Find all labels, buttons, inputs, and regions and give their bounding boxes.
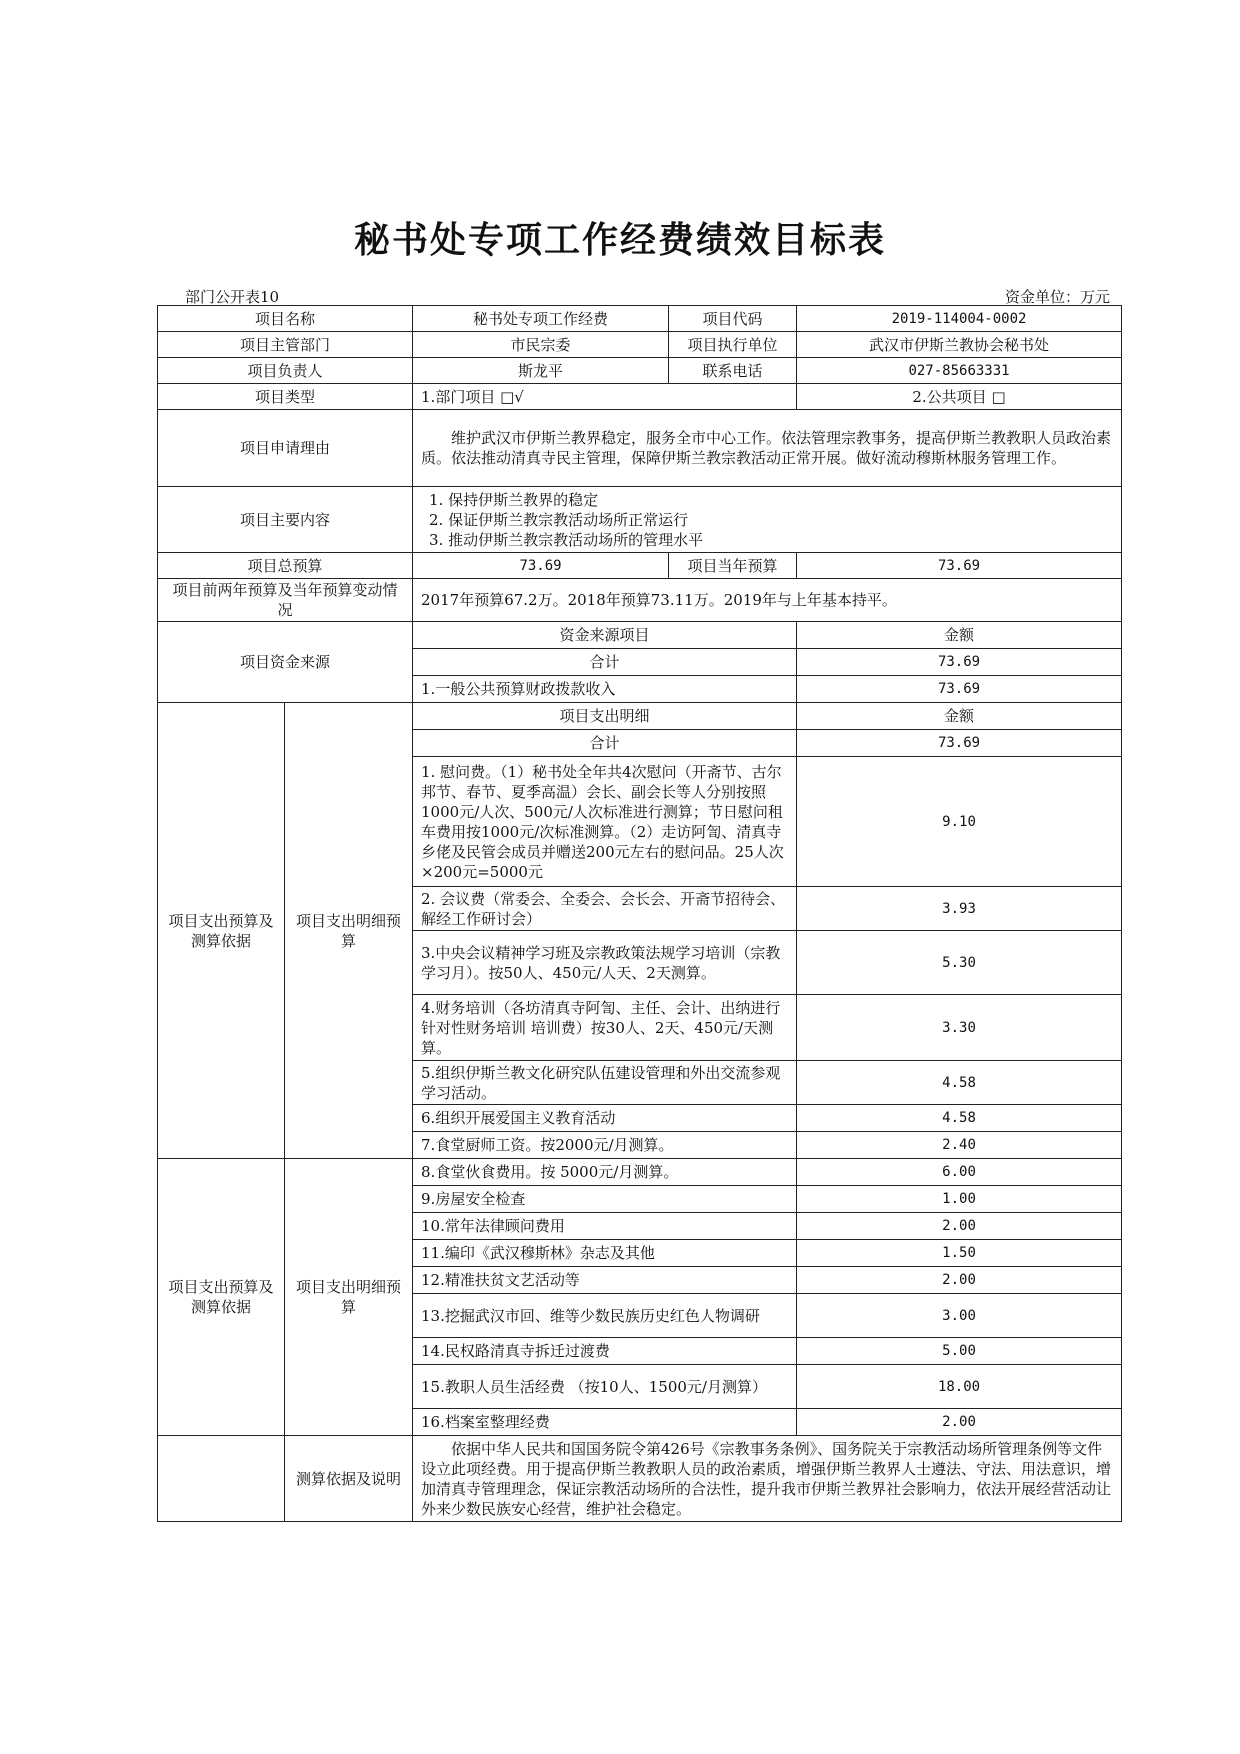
leader-label: 项目负责人 [158,358,413,384]
expense-item-text: 7.食堂厨师工资。按2000元/月测算。 [413,1132,797,1159]
expense-item-text: 12.精准扶贫文艺活动等 [413,1267,797,1294]
funding-sum-label: 合计 [413,649,797,676]
expense-item-text: 13.挖掘武汉市回、维等少数民族历史红色人物调研 [413,1294,797,1338]
expense-item-amount: 2.00 [797,1267,1122,1294]
expense-sum-label: 合计 [413,730,797,757]
leader-value: 斯龙平 [413,358,669,384]
total-budget-label: 项目总预算 [158,553,413,579]
reason-label: 项目申请理由 [158,410,413,487]
expense-item-text: 11.编印《武汉穆斯林》杂志及其他 [413,1240,797,1267]
basis-empty-cell [158,1436,285,1522]
dept-value: 市民宗委 [413,332,669,358]
expense-item-text: 16.档案室整理经费 [413,1409,797,1436]
expense-detail-col-header: 项目支出明细 [413,703,797,730]
phone-value: 027-85663331 [797,358,1122,384]
expense-item-text: 5.组织伊斯兰教文化研究队伍建设管理和外出交流参观学习活动。 [413,1061,797,1105]
project-name-value: 秘书处专项工作经费 [413,306,669,332]
funding-row-label: 1.一般公共预算财政拨款收入 [413,676,797,703]
content-item: 3. 推动伊斯兰教宗教活动场所的管理水平 [429,530,704,549]
content-list [413,487,1122,553]
expense-item-amount: 6.00 [797,1159,1122,1186]
expense-sum-value: 73.69 [797,730,1122,757]
performance-target-table [157,305,1122,1522]
expense-item-amount: 3.93 [797,887,1122,931]
expense-item-text: 4.财务培训（各坊清真寺阿訇、主任、会计、出纳进行针对性财务培训 培训费）按30人、2天、450元/天测算。 [413,995,797,1061]
funding-source-label: 项目资金来源 [158,622,413,703]
current-budget-label: 项目当年预算 [669,553,797,579]
expense-amount-col-header: 金额 [797,703,1122,730]
expense-item-amount: 1.50 [797,1240,1122,1267]
expense-item-amount: 3.30 [797,995,1122,1061]
expense-item-amount: 4.58 [797,1061,1122,1105]
content-item: 1. 保持伊斯兰教界的稳定 [429,490,599,509]
content-label: 项目主要内容 [158,487,413,553]
expense-group-label: 项目支出预算及测算依据 [158,1159,285,1436]
page-title: 秘书处专项工作经费绩效目标表 [353,220,886,261]
expense-item-amount: 9.10 [797,757,1122,887]
budget-change-text: 2017年预算67.2万。2018年预算73.11万。2019年与上年基本持平。 [413,579,1122,622]
funding-row-value: 73.69 [797,676,1122,703]
exec-unit-label: 项目执行单位 [669,332,797,358]
expense-item-text: 8.食堂伙食费用。按 5000元/月测算。 [413,1159,797,1186]
funding-amount-col-header: 金额 [797,622,1122,649]
content-item: 2. 保证伊斯兰教宗教活动场所正常运行 [429,510,689,529]
expense-item-amount: 2.40 [797,1132,1122,1159]
expense-item-text: 2. 会议费（常委会、全委会、会长会、开斋节招待会、解经工作研讨会） [413,887,797,931]
expense-item-text: 10.常年法律顾问费用 [413,1213,797,1240]
expense-item-amount: 2.00 [797,1409,1122,1436]
expense-item-amount: 4.58 [797,1105,1122,1132]
project-type-label: 项目类型 [158,384,413,410]
project-name-label: 项目名称 [158,306,413,332]
basis-text: 依据中华人民共和国国务院令第426号《宗教事务条例》、国务院关于宗教活动场所管理条例等文件设立此项经费。用于提高伊斯兰教教职人员的政治素质，增强伊斯兰教界人士遵法、守法、用法意识，增加清真寺管理理念，保证宗教活动场所的合法性，提升我市伊斯兰教界社会影响力，依法开展经营活动让外来少数民族安心经营，维护社会稳定。 [413,1436,1122,1522]
expense-item-text: 14.民权路清真寺拆迁过渡费 [413,1338,797,1365]
expense-item-text: 15.教职人员生活经费 （按10人、1500元/月测算） [413,1365,797,1409]
budget-change-label: 项目前两年预算及当年预算变动情况 [158,579,413,622]
expense-item-amount: 3.00 [797,1294,1122,1338]
phone-label: 联系电话 [669,358,797,384]
expense-item-amount: 5.30 [797,931,1122,995]
expense-item-amount: 5.00 [797,1338,1122,1365]
expense-group-label: 项目支出预算及测算依据 [158,703,285,1159]
expense-detail-label: 项目支出明细预算 [285,703,413,1159]
expense-item-text: 9.房屋安全检查 [413,1186,797,1213]
current-budget-value: 73.69 [797,553,1122,579]
project-code-label: 项目代码 [669,306,797,332]
expense-item-amount: 1.00 [797,1186,1122,1213]
basis-label: 测算依据及说明 [285,1436,413,1522]
expense-item-text: 6.组织开展爱国主义教育活动 [413,1105,797,1132]
expense-item-amount: 2.00 [797,1213,1122,1240]
total-budget-value: 73.69 [413,553,669,579]
funding-source-col-header: 资金来源项目 [413,622,797,649]
funding-sum-value: 73.69 [797,649,1122,676]
reason-text: 维护武汉市伊斯兰教界稳定，服务全市中心工作。依法管理宗教事务，提高伊斯兰教教职人员政治素质。依法推动清真寺民主管理，保障伊斯兰教宗教活动正常开展。做好流动穆斯林服务管理工作。 [413,410,1122,487]
expense-detail-label: 项目支出明细预算 [285,1159,413,1436]
expense-item-text: 1. 慰问费。（1）秘书处全年共4次慰问（开斋节、古尔邦节、春节、夏季高温）会长、副会长等人分别按照1000元/人次、500元/人次标准进行测算；节日慰问租车费用按1000元/次标准测算。（2）走访阿訇、清真寺乡佬及民管会成员并赠送200元左右的慰问品。25人次×200元=5000元 [413,757,797,887]
project-type-option-dept: 1.部门项目 □√ [413,384,797,410]
project-code-value: 2019-114004-0002 [797,306,1122,332]
expense-item-amount: 18.00 [797,1365,1122,1409]
expense-item-text: 3.中央会议精神学习班及宗教政策法规学习培训（宗教学习月）。按50人、450元/人天、2天测算。 [413,931,797,995]
project-type-option-public: 2.公共项目 □ [797,384,1122,410]
dept-label: 项目主管部门 [158,332,413,358]
table-number-label: 部门公开表10 [185,288,280,306]
currency-unit-label: 资金单位：万元 [1004,288,1110,306]
exec-unit-value: 武汉市伊斯兰教协会秘书处 [797,332,1122,358]
